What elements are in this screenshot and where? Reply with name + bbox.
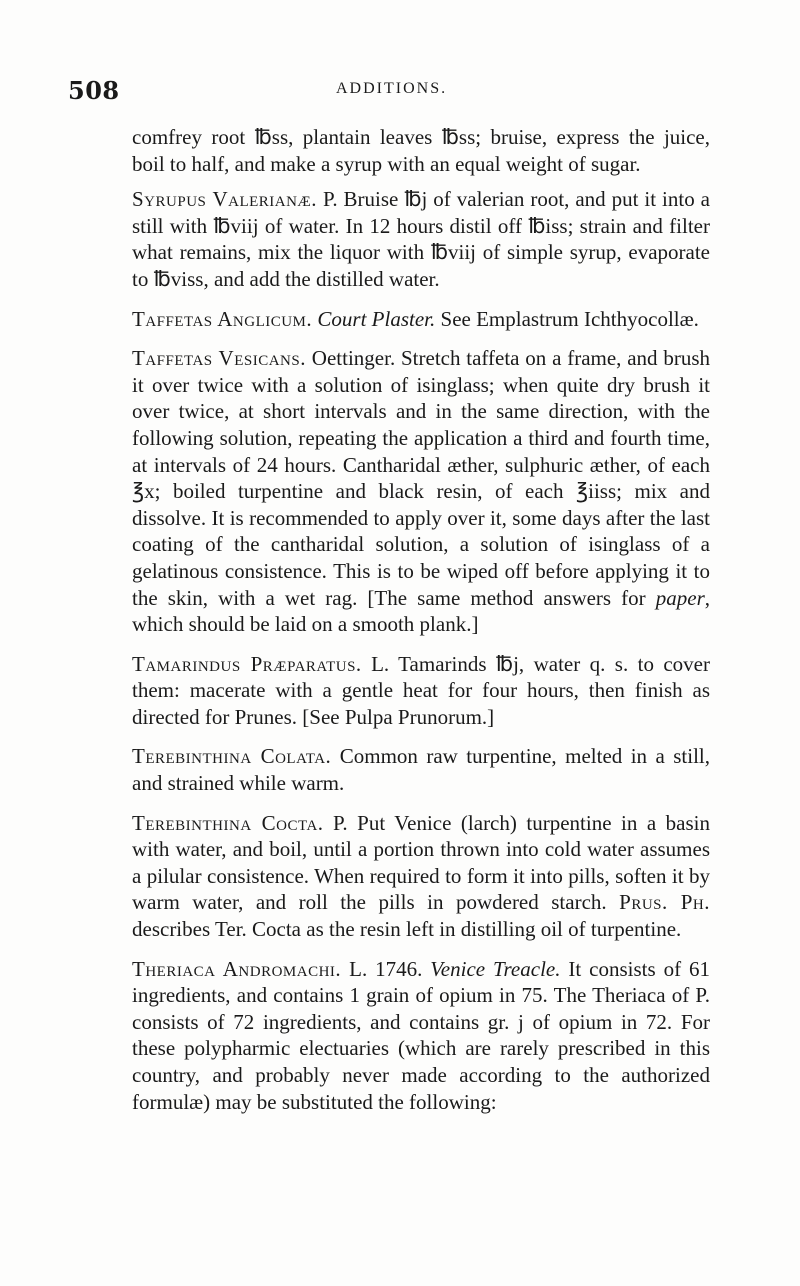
entry-title: Taffetas Anglicum.	[132, 306, 313, 331]
page-header	[68, 76, 732, 108]
entry-text-end: It consists of 61 ingredients, and contains 1 grain of opium in 75. The Theriaca of P. consists of 72 ingredients, and contains gr. j of opium in 72. For these polypharmic electuaries (which are rarely prescribed in this country, and probably never made according to the authorized formulæ) may be substituted the following:	[132, 956, 711, 1114]
entry-title: Tamarindus Præparatus.	[132, 651, 362, 676]
entry-title: Theriaca Andromachi.	[132, 956, 342, 981]
entry-tamarindus	[132, 651, 710, 731]
entry-text: L. Tamarinds ℔j, water q. s. to cover them: macerate with a gentle heat for four hours, then finish as directed for Prunes. [See Pulpa Prunorum.]	[132, 651, 710, 729]
entry-text: L. 1746.	[341, 956, 431, 981]
entry-terebinthina-colata	[132, 743, 710, 796]
entry-taffetas-anglicum	[132, 306, 710, 333]
page-body	[132, 124, 710, 1128]
entry-title: Syrupus Valerianæ.	[132, 187, 318, 212]
entry-text-end: describes Ter. Cocta as the resin left in distilling oil of turpentine.	[132, 917, 682, 942]
entry-text: Oettinger. Stretch taffeta on a frame, and brush it over twice with a solution of isinglass; when quite dry brush it over twice, at short intervals and in the same direction, with the following solution, repeating the application a third and fourth time, at intervals of 24 hours. Cantharidal æther, sulphuric æther, of each ℥x; boiled turpentine and black resin, of each ℥iiss; mix and dissolve. It is recommended to apply over it, some days after the last coating of the cantharidal solution, a solution of isinglass of a gelatinous consistence. This is to be wiped off before applying it to the skin, with a wet rag. [The same method answers for	[132, 346, 710, 610]
entry-italic: Venice Treacle.	[430, 956, 561, 981]
page-number: 508	[68, 76, 120, 105]
running-head: ADDITIONS.	[336, 80, 448, 97]
entry-title: Terebinthina Colata.	[132, 744, 332, 769]
entry-small-caps: Prus. Ph.	[619, 890, 711, 915]
entry-comfrey-continuation	[132, 124, 710, 177]
entry-syrupus-valerianae	[132, 186, 710, 292]
entry-text: P. Put Venice (larch) turpentine in a basin with water, and boil, until a portion thrown into cold water assumes a pilular consistence. When required to form it into pills, soften it by warm water, and roll the pills in powdered starch.	[132, 810, 710, 915]
entry-italic: Court Plaster.	[312, 306, 436, 331]
entry-title: Taffetas Vesicans.	[132, 346, 306, 371]
entry-taffetas-vesicans	[132, 345, 710, 638]
entry-text: Common raw turpentine, melted in a still, and strained while warm.	[132, 744, 710, 796]
entry-theriaca-andromachi	[132, 956, 710, 1116]
entry-italic: paper	[655, 585, 705, 610]
entry-text-end: , which should be laid on a smooth plank.]	[132, 585, 710, 637]
entry-terebinthina-cocta	[132, 810, 710, 943]
entry-text: P. Bruise ℔j of valerian root, and put it into a still with ℔viij of water. In 12 hours distil off ℔iss; strain and filter what remains, mix the liquor with ℔viij of simple syrup, evaporate to ℔viss, and add the distilled water.	[132, 187, 711, 291]
entry-title: Terebinthina Cocta.	[132, 810, 324, 835]
entry-text: comfrey root ℔ss, plantain leaves ℔ss; bruise, express the juice, boil to half, and make a syrup with an equal weight of sugar.	[132, 125, 710, 176]
entry-text: See Emplastrum Ichthyocollæ.	[435, 306, 699, 331]
